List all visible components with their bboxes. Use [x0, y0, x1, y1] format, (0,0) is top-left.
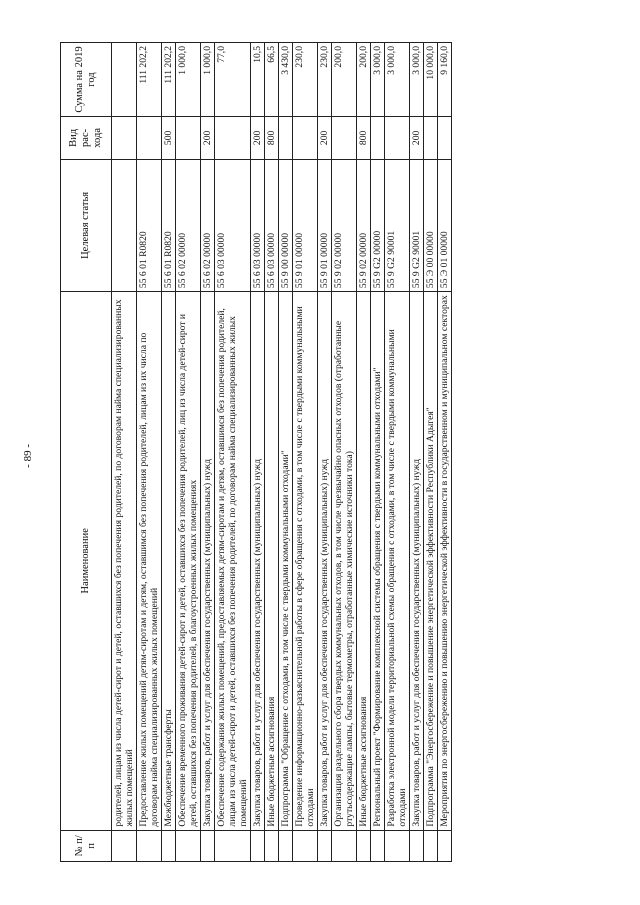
table-row — [410, 43, 424, 862]
row-target-article: 55 6 03 00000 — [251, 159, 265, 291]
table-row — [293, 43, 318, 862]
row-name: Иные бюджетные ассигнования — [265, 292, 279, 831]
row-name: Закупка товаров, работ и услуг для обеспечения государственных (муниципальных) нужд — [251, 292, 265, 831]
row-expense-type: 500 — [162, 117, 176, 160]
header-expense-type: Вид рас-хода — [61, 117, 112, 160]
row-expense-type — [438, 117, 452, 160]
row-name: Закупка товаров, работ и услуг для обеспечения государственных (муниципальных) нужд — [410, 292, 424, 831]
row-number — [438, 830, 452, 861]
row-target-article — [112, 159, 137, 291]
table-row — [357, 43, 371, 862]
row-target-article: 55 Э 00 00000 — [424, 159, 438, 291]
header-target-article: Целевая статья — [61, 159, 112, 291]
row-number — [251, 830, 265, 861]
row-sum: 230,0 — [318, 43, 332, 117]
row-number — [318, 830, 332, 861]
row-sum: 77,0 — [215, 43, 251, 117]
row-target-article: 55 6 02 00000 — [201, 159, 215, 291]
row-sum: 3 000,0 — [410, 43, 424, 117]
row-name: родителей, лицам из числа детей-сирот и детей, оставшихся без попечения родителей, по договорам найма специализированных жилых помещений — [112, 292, 137, 831]
row-number — [410, 830, 424, 861]
budget-table — [60, 42, 452, 862]
row-number — [385, 830, 410, 861]
row-sum: 111 202,2 — [162, 43, 176, 117]
row-name: Закупка товаров, работ и услуг для обеспечения государственных (муниципальных) нужд — [318, 292, 332, 831]
row-target-article: 55 6 01 R0820 — [162, 159, 176, 291]
table-row — [251, 43, 265, 862]
row-number — [279, 830, 293, 861]
row-number — [357, 830, 371, 861]
table-body — [112, 43, 452, 862]
table-row — [424, 43, 438, 862]
row-number — [112, 830, 137, 861]
row-name: Организация раздельного сбора твердых коммунальных отходов, в том числе чрезвычайно опасных отходов (отработанные ртутьсодержащие лампы, бытовые термометры, отработанные химические источники тока) — [332, 292, 357, 831]
row-expense-type: 200 — [318, 117, 332, 160]
page-number: - 89 - — [22, 444, 34, 468]
budget-table-sheet — [60, 42, 590, 862]
header-number: № п/п — [61, 830, 112, 861]
row-sum: 200,0 — [332, 43, 357, 117]
row-target-article: 55 9 G2 90001 — [385, 159, 410, 291]
row-target-article: 55 9 G2 90001 — [410, 159, 424, 291]
row-sum: 200,0 — [357, 43, 371, 117]
row-sum: 1 000,0 — [176, 43, 201, 117]
row-target-article: 55 6 03 00000 — [215, 159, 251, 291]
row-number — [162, 830, 176, 861]
row-name: Иные бюджетные ассигнования — [357, 292, 371, 831]
row-expense-type — [385, 117, 410, 160]
table-row — [112, 43, 137, 862]
row-expense-type — [215, 117, 251, 160]
row-number — [424, 830, 438, 861]
row-target-article: 55 9 01 00000 — [318, 159, 332, 291]
row-expense-type — [332, 117, 357, 160]
row-sum: 1 000,0 — [201, 43, 215, 117]
row-expense-type — [176, 117, 201, 160]
row-target-article: 55 9 02 00000 — [332, 159, 357, 291]
row-number — [332, 830, 357, 861]
table-row — [279, 43, 293, 862]
row-expense-type: 200 — [251, 117, 265, 160]
row-number — [176, 830, 201, 861]
row-target-article: 55 9 02 00000 — [357, 159, 371, 291]
row-expense-type — [137, 117, 162, 160]
row-sum: 3 000,0 — [385, 43, 410, 117]
table-row — [201, 43, 215, 862]
row-name: Межбюджетные трансферты — [162, 292, 176, 831]
row-number — [293, 830, 318, 861]
row-expense-type: 200 — [201, 117, 215, 160]
row-name: Закупка товаров, работ и услуг для обеспечения государственных (муниципальных) нужд — [201, 292, 215, 831]
row-sum — [112, 43, 137, 117]
table-row — [332, 43, 357, 862]
row-target-article: 55 6 03 00000 — [265, 159, 279, 291]
row-sum: 9 160,0 — [438, 43, 452, 117]
table-row — [438, 43, 452, 862]
row-number — [371, 830, 385, 861]
table-row — [137, 43, 162, 862]
row-name: Региональный проект "Формирование комплексной системы обращения с твердыми коммунальными отходами" — [371, 292, 385, 831]
row-sum: 10,5 — [251, 43, 265, 117]
row-name: Подпрограмма "Энергосбережение и повышение энергетической эффективности Республики Адыгея" — [424, 292, 438, 831]
row-target-article: 55 6 01 R0820 — [137, 159, 162, 291]
row-number — [201, 830, 215, 861]
row-expense-type — [293, 117, 318, 160]
row-expense-type — [112, 117, 137, 160]
row-sum: 3 430,0 — [279, 43, 293, 117]
table-row — [162, 43, 176, 862]
table-row — [385, 43, 410, 862]
header-name: Наименование — [61, 292, 112, 831]
row-number — [137, 830, 162, 861]
row-name: Обеспечение временного проживания детей-сирот и детей, оставшихся без попечения родителей, лиц из числа детей-сирот и детей, оставшихся без попечения родителей, в благоустроенных жилых помещениях — [176, 292, 201, 831]
table-row — [176, 43, 201, 862]
table-row — [371, 43, 385, 862]
row-expense-type: 800 — [357, 117, 371, 160]
table-header-row — [61, 43, 112, 862]
table-row — [265, 43, 279, 862]
row-target-article: 55 9 G2 00000 — [371, 159, 385, 291]
row-name: Предоставление жилых помещений детям-сиротам и детям, оставшимся без попечения родителей, лицам из их числа по договорам найма специализированных жилых помещений — [137, 292, 162, 831]
row-expense-type — [371, 117, 385, 160]
row-sum: 66,5 — [265, 43, 279, 117]
row-sum: 3 000,0 — [371, 43, 385, 117]
row-sum: 111 202,2 — [137, 43, 162, 117]
row-name: Разработка электронной модели территориальной схемы обращения с отходами, в том числе с твердыми коммунальными отходами — [385, 292, 410, 831]
row-name: Мероприятия по энергосбережению и повышению энергетической эффективности в государственном и муниципальном секторах — [438, 292, 452, 831]
row-expense-type: 200 — [410, 117, 424, 160]
row-number — [265, 830, 279, 861]
row-target-article: 55 9 01 00000 — [293, 159, 318, 291]
row-name: Подпрограмма "Обращение с отходами, в том числе с твердыми коммунальными отходами" — [279, 292, 293, 831]
table-row — [215, 43, 251, 862]
row-target-article: 55 Э 01 00000 — [438, 159, 452, 291]
row-expense-type — [279, 117, 293, 160]
row-sum: 230,0 — [293, 43, 318, 117]
row-target-article: 55 9 00 00000 — [279, 159, 293, 291]
row-sum: 10 000,0 — [424, 43, 438, 117]
row-target-article: 55 6 02 00000 — [176, 159, 201, 291]
row-expense-type — [424, 117, 438, 160]
row-expense-type: 800 — [265, 117, 279, 160]
row-number — [215, 830, 251, 861]
row-name: Обеспечение содержания жилых помещений, предоставляемых детям-сиротам и детям, оставшимся без попечения родителей, лицам из числа детей-сирот и детей, оставшихся без попечения родителей, по договорам найма специализированных жилых помещений — [215, 292, 251, 831]
row-name: Проведение информационно-разъяснительной работы в сфере обращения с отходами, в том числе с твердыми коммунальными отходами — [293, 292, 318, 831]
header-sum-2019: Сумма на 2019 год — [61, 43, 112, 117]
table-row — [318, 43, 332, 862]
